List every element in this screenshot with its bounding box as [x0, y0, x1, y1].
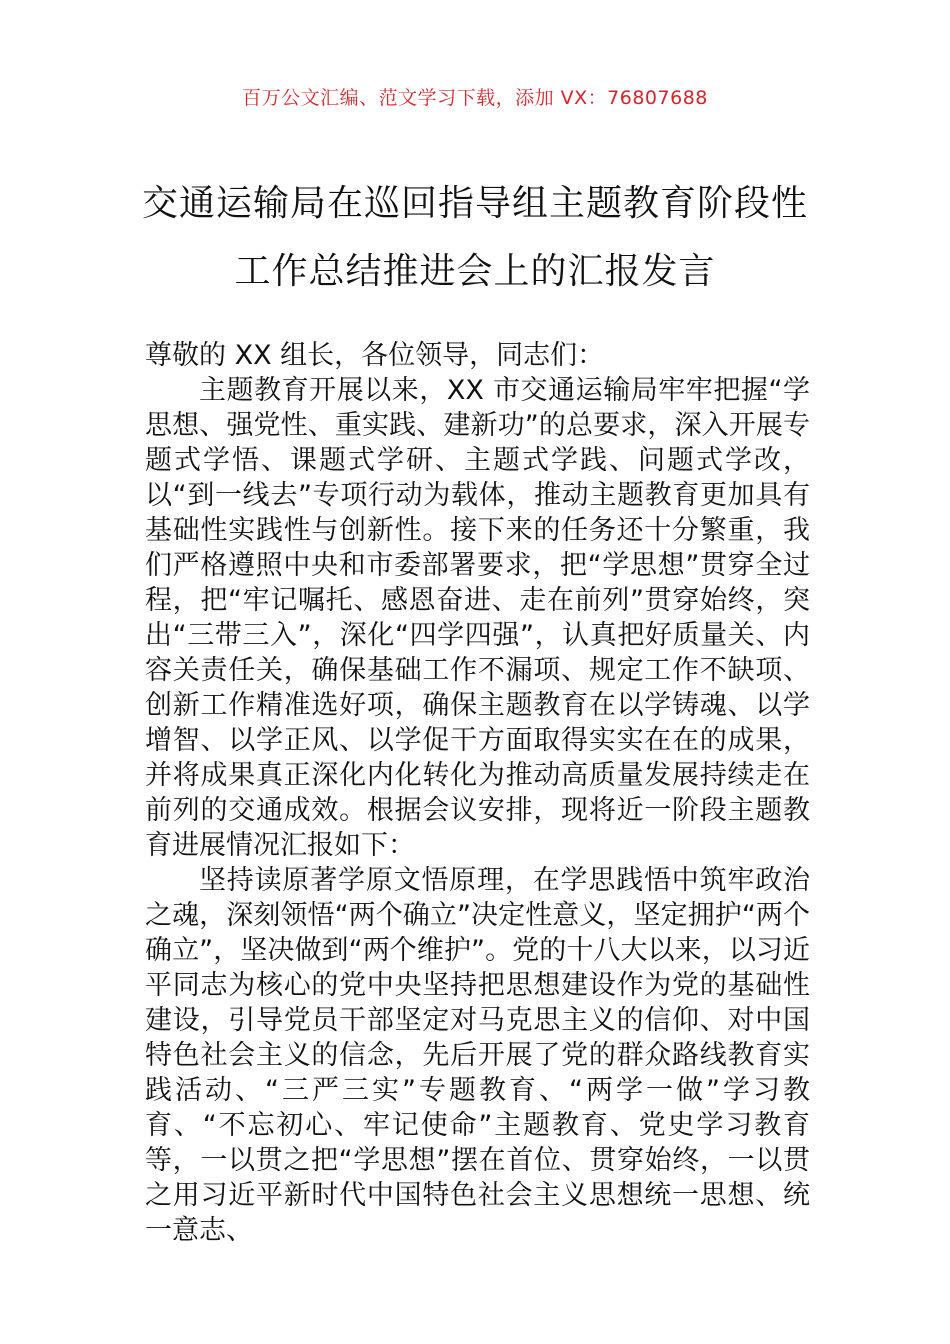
promo-header-note: 百万公文汇编、范文学习下载，添加 VX：76807688	[242, 87, 708, 109]
salutation: 尊敬的 XX 组长，各位领导，同志们：	[145, 340, 605, 371]
paragraph-intro: 主题教育开展以来，XX 市交通运输局牢牢把握“学思想、强党性、重实践、建新功”的总要求，深入开展专题式学悟、课题式学研、主题式学践、问题式学改，以“到一线去”专项行动为载体，推动主题教育更加具有基础性实践性与创新性。接下来的任务还十分繁重，我们严格遵照中央和市委部署要求，把“学思想”贯穿全过程，把“牢记嘱托、感恩奋进、走在前列”贯穿始终，突出“三带三入”，深化“四学四强”，认真把好质量关、内容关责任关，确保基础工作不漏项、规定工作不缺项、创新工作精准选好项，确保主题教育在以学铸魂、以学增智、以学正风、以学促干方面取得实实在在的成果，并将成果真正深化内化转化为推动高质量发展持续走在前列的交通成效。根据会议安排，现将近一阶段主题教育进展情况汇报如下：	[145, 375, 810, 861]
document-body	[145, 338, 810, 1248]
document-title	[100, 170, 850, 306]
title-line-1: 交通运输局在巡回指导组主题教育阶段性	[141, 183, 808, 224]
paragraph-study: 坚持读原著学原文悟原理，在学思践悟中筑牢政治之魂，深刻领悟“两个确立”决定性意义，坚定拥护“两个确立”，坚决做到“两个维护”。党的十八大以来，以习近平同志为核心的党中央坚持把思想建设作为党的基础性建设，引导党员干部坚定对马克思主义的信仰、对中国特色社会主义的信念，先后开展了党的群众路线教育实践活动、“三严三实”专题教育、“两学一做”学习教育、“不忘初心、牢记使命”主题教育、党史学习教育等，一以贯之把“学思想”摆在首位、贯穿始终，一以贯之用习近平新时代中国特色社会主义思想统一思想、统一意志、	[145, 865, 810, 1246]
title-line-2: 工作总结推进会上的汇报发言	[234, 251, 716, 292]
